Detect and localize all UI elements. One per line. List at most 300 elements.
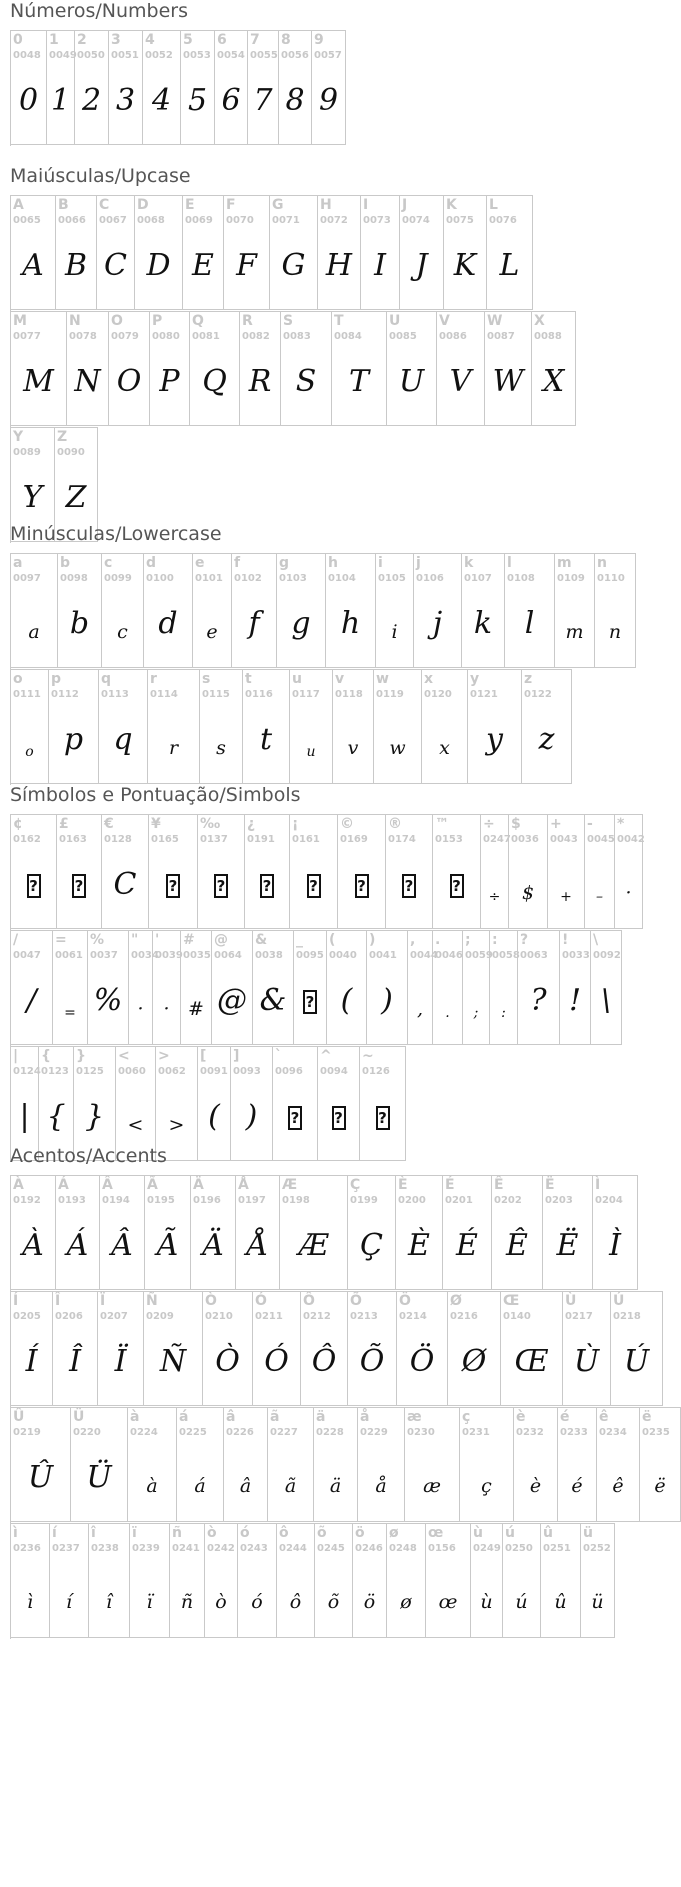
character-label: 4 (145, 32, 155, 48)
character-label: ú (505, 1525, 515, 1541)
glyph-cell (294, 930, 327, 1045)
character-label: Ä (193, 1177, 204, 1193)
glyph-cell (11, 1046, 39, 1161)
glyph-sample: ø (400, 1591, 412, 1613)
glyph-sample: û (554, 1591, 567, 1613)
character-code: 0202 (494, 1195, 522, 1206)
glyph-sample: 1 (50, 83, 71, 118)
glyph-cell (437, 311, 485, 426)
glyph-cell (376, 553, 414, 668)
glyph-cell (116, 1046, 156, 1161)
character-label: } (76, 1048, 86, 1064)
glyph-cell (543, 1175, 593, 1290)
glyph-row (10, 30, 346, 146)
glyph-sample: · (625, 882, 632, 904)
glyph-sample: Ì (609, 1228, 621, 1263)
character-label: ¡ (292, 816, 299, 832)
character-label: ó (240, 1525, 250, 1541)
glyph-cell (39, 1046, 74, 1161)
glyph-sample: s (216, 737, 226, 759)
glyph-sample: M (23, 364, 54, 399)
glyph-sample: D (146, 248, 171, 283)
character-label: 7 (250, 32, 260, 48)
glyph-sample: X (542, 364, 565, 399)
glyph-cell (581, 1523, 615, 1638)
glyph-grid (10, 195, 576, 543)
missing-glyph-icon (149, 865, 197, 905)
character-label: õ (317, 1525, 327, 1541)
glyph-cell (273, 1046, 318, 1161)
character-label: ~ (362, 1048, 374, 1064)
glyph-sample: À (22, 1228, 44, 1263)
character-code: 0228 (316, 1427, 344, 1438)
glyph-cell (281, 311, 332, 426)
character-code: 0041 (369, 950, 397, 961)
character-code: 0057 (314, 50, 342, 61)
character-code: 0213 (350, 1311, 378, 1322)
glyph-sample: Ê (506, 1228, 528, 1263)
glyph-grid (10, 553, 636, 785)
glyph-sample: æ (423, 1475, 441, 1497)
character-label: m (557, 555, 572, 571)
glyph-sample: G (281, 248, 306, 283)
glyph-cell (277, 1523, 315, 1638)
glyph-cell (99, 669, 148, 784)
character-label: ç (462, 1409, 471, 1425)
character-code: 0217 (565, 1311, 593, 1322)
glyph-cell (548, 814, 585, 929)
character-code: 0137 (200, 834, 228, 845)
character-label: ä (316, 1409, 326, 1425)
glyph-cell (433, 930, 463, 1045)
character-label: Ú (613, 1293, 625, 1309)
glyph-sample: l (524, 606, 535, 641)
glyph-sample: ù (480, 1591, 493, 1613)
character-code: 0051 (111, 50, 139, 61)
character-code: 0209 (146, 1311, 174, 1322)
character-code: 0088 (534, 331, 562, 342)
glyph-sample: ó (251, 1591, 263, 1613)
character-label: û (543, 1525, 553, 1541)
glyph-cell (135, 195, 183, 310)
character-code: 0101 (195, 573, 223, 584)
character-label: J (402, 197, 408, 213)
glyph-cell (463, 930, 493, 1045)
missing-glyph-box (402, 874, 416, 898)
glyph-cell (67, 311, 109, 426)
character-label: £ (59, 816, 69, 832)
character-code: 0079 (111, 331, 139, 342)
glyph-sample: F (236, 248, 257, 283)
glyph-cell (301, 1291, 348, 1406)
glyph-cell (595, 553, 636, 668)
glyph-sample: e (206, 621, 218, 643)
character-label: í (52, 1525, 57, 1541)
glyph-cell (318, 1046, 360, 1161)
glyph-sample: 5 (187, 83, 208, 118)
character-code: 0122 (524, 689, 552, 700)
character-code: 0061 (55, 950, 83, 961)
glyph-cell (597, 1407, 640, 1522)
glyph-sample: ö (363, 1591, 376, 1613)
character-label: 2 (77, 32, 87, 48)
section-5 (10, 1145, 681, 1639)
missing-glyph-icon (294, 981, 326, 1021)
glyph-cell (277, 553, 326, 668)
glyph-cell (433, 814, 481, 929)
glyph-row (10, 311, 576, 427)
glyph-sample: O (116, 364, 142, 399)
character-label: e (195, 555, 205, 571)
glyph-sample: u (306, 744, 316, 760)
character-code: 0226 (226, 1427, 254, 1438)
character-label: % (90, 932, 105, 948)
character-label: a (13, 555, 23, 571)
character-code: 0203 (545, 1195, 573, 1206)
character-label: n (597, 555, 607, 571)
character-code: 0243 (240, 1543, 268, 1554)
character-label: ô (279, 1525, 289, 1541)
glyph-cell (102, 814, 149, 929)
character-code: 0052 (145, 50, 173, 61)
glyph-row (10, 669, 636, 785)
glyph-cell (236, 1175, 280, 1290)
character-label: @ (214, 932, 228, 948)
character-label: j (416, 555, 421, 571)
glyph-sample: i (391, 621, 398, 643)
glyph-sample: Ä (202, 1228, 224, 1263)
glyph-sample: W (492, 364, 524, 399)
glyph-sample: ü (591, 1591, 604, 1613)
character-label: g (279, 555, 290, 571)
glyph-sample: , (416, 998, 424, 1020)
glyph-cell (238, 1523, 277, 1638)
character-code: 0059 (465, 950, 493, 961)
character-code: 0249 (473, 1543, 501, 1554)
glyph-sample: T (348, 364, 369, 399)
character-label: æ (407, 1409, 422, 1425)
character-label: [ (200, 1048, 207, 1064)
character-code: 0165 (151, 834, 179, 845)
glyph-row (10, 1291, 681, 1407)
character-code: 0045 (587, 834, 615, 845)
glyph-cell (585, 814, 615, 929)
glyph-sample: 8 (285, 83, 305, 118)
glyph-cell (490, 930, 518, 1045)
glyph-sample: È (408, 1228, 430, 1263)
character-label: F (226, 197, 236, 213)
glyph-sample: Õ (359, 1344, 385, 1379)
character-label: Ï (100, 1293, 106, 1309)
glyph-cell (443, 1175, 492, 1290)
glyph-sample: / (26, 983, 37, 1018)
missing-glyph-icon (318, 1097, 359, 1137)
character-code: 0062 (158, 1066, 186, 1077)
glyph-cell (471, 1523, 503, 1638)
glyph-row (10, 814, 643, 930)
character-code: 0239 (132, 1543, 160, 1554)
glyph-sample: Í (25, 1344, 38, 1379)
character-code: 0076 (489, 215, 517, 226)
character-code: 0197 (238, 1195, 266, 1206)
glyph-cell (315, 1523, 353, 1638)
glyph-cell (183, 195, 224, 310)
glyph-sample: Ñ (159, 1344, 187, 1379)
glyph-cell (198, 814, 245, 929)
character-code: 0220 (73, 1427, 101, 1438)
character-label: ^ (320, 1048, 332, 1064)
glyph-sample: Ô (311, 1344, 337, 1379)
character-label: x (424, 671, 434, 687)
character-label: Œ (503, 1293, 520, 1309)
character-label: V (439, 313, 450, 329)
character-label: Ò (205, 1293, 217, 1309)
glyph-cell (109, 30, 143, 145)
glyph-sample: ë (654, 1475, 666, 1497)
character-label: : (492, 932, 498, 948)
glyph-sample: q (113, 722, 133, 757)
character-label: Ø (450, 1293, 462, 1309)
character-label: ï (132, 1525, 137, 1541)
character-code: 0092 (593, 950, 621, 961)
character-code: 0042 (617, 834, 645, 845)
glyph-cell (503, 1523, 541, 1638)
glyph-sample: P (159, 364, 180, 399)
character-code: 0099 (104, 573, 132, 584)
character-code: 0069 (185, 215, 213, 226)
character-code: 0140 (503, 1311, 531, 1322)
glyph-cell (89, 1523, 130, 1638)
glyph-sample: Â (111, 1228, 133, 1263)
character-code: 0196 (193, 1195, 221, 1206)
missing-glyph-icon (198, 865, 244, 905)
character-code: 0232 (516, 1427, 544, 1438)
character-label: ê (599, 1409, 609, 1425)
glyph-sample: ) (381, 983, 393, 1018)
glyph-cell (11, 669, 49, 784)
character-label: Û (13, 1409, 25, 1425)
glyph-cell (396, 1175, 443, 1290)
character-code: 0174 (388, 834, 416, 845)
character-label: . (435, 932, 441, 948)
character-code: 0111 (13, 689, 41, 700)
character-label: h (328, 555, 338, 571)
glyph-sample: ÷ (488, 889, 501, 905)
character-label: è (516, 1409, 526, 1425)
character-code: 0125 (76, 1066, 104, 1077)
glyph-cell (248, 30, 279, 145)
glyph-cell (426, 1523, 471, 1638)
character-code: 0096 (275, 1066, 303, 1077)
character-label: ì (13, 1525, 18, 1541)
character-label: 8 (281, 32, 291, 48)
glyph-sample: Ï (114, 1344, 127, 1379)
glyph-row (10, 1407, 681, 1523)
character-code: 0229 (360, 1427, 388, 1438)
character-code: 0046 (435, 950, 463, 961)
glyph-sample: x (439, 737, 450, 759)
character-label: 1 (49, 32, 59, 48)
character-code: 0103 (279, 573, 307, 584)
glyph-sample: Ã (156, 1228, 179, 1263)
glyph-sample: 4 (151, 83, 172, 118)
glyph-cell (181, 30, 215, 145)
section-title: Maiúsculas/Upcase (10, 165, 191, 187)
glyph-sample: è (529, 1475, 542, 1497)
character-code: 0036 (511, 834, 539, 845)
character-label: © (340, 816, 354, 832)
character-code: 0252 (583, 1543, 611, 1554)
character-code: 0128 (104, 834, 132, 845)
character-code: 0251 (543, 1543, 571, 1554)
glyph-sample: Û (27, 1460, 54, 1495)
character-code: 0044 (410, 950, 438, 961)
character-label: ; (465, 932, 471, 948)
glyph-cell (353, 1523, 387, 1638)
glyph-cell (11, 814, 57, 929)
character-label: 9 (314, 32, 324, 48)
glyph-cell (514, 1407, 558, 1522)
section-4 (10, 784, 643, 1162)
character-label: ¿ (247, 816, 256, 832)
glyph-sample: í (65, 1591, 73, 1613)
glyph-sample: B (64, 248, 88, 283)
character-label: O (111, 313, 123, 329)
glyph-cell (358, 1407, 405, 1522)
character-code: 0104 (328, 573, 356, 584)
character-label: ) (369, 932, 376, 948)
glyph-sample: Ó (264, 1344, 289, 1379)
character-label: # (183, 932, 195, 948)
character-label: ? (520, 932, 529, 948)
glyph-sample: w (389, 737, 406, 759)
glyph-sample: ( (340, 983, 353, 1018)
character-label: ' (155, 932, 160, 948)
glyph-sample: Z (65, 480, 87, 515)
glyph-sample: # (188, 998, 204, 1020)
glyph-sample: Î (69, 1344, 81, 1379)
glyph-sample: Ë (556, 1228, 579, 1263)
section-3 (10, 523, 636, 785)
glyph-cell (460, 1407, 514, 1522)
glyph-cell (253, 1291, 301, 1406)
character-label: q (101, 671, 112, 687)
glyph-cell (485, 311, 532, 426)
glyph-cell (191, 1175, 236, 1290)
glyph-cell (245, 814, 290, 929)
glyph-sample: Ù (573, 1344, 600, 1379)
character-code: 0210 (205, 1311, 233, 1322)
character-label: Ü (73, 1409, 85, 1425)
character-label: Í (13, 1293, 19, 1309)
character-code: 0195 (147, 1195, 175, 1206)
glyph-sample: p (63, 722, 84, 757)
glyph-cell (128, 1407, 177, 1522)
character-label: ö (355, 1525, 365, 1541)
character-label: á (179, 1409, 189, 1425)
glyph-sample: ô (289, 1591, 302, 1613)
character-code: 0119 (376, 689, 404, 700)
character-code: 0112 (51, 689, 79, 700)
glyph-sample: a (28, 621, 40, 643)
missing-glyph-icon (11, 865, 56, 905)
character-label: Y (13, 429, 24, 445)
character-code: 0233 (560, 1427, 588, 1438)
glyph-cell (414, 553, 462, 668)
character-code: 0216 (450, 1311, 478, 1322)
glyph-sample: V (449, 364, 472, 399)
glyph-cell (88, 930, 129, 1045)
character-code: 0235 (642, 1427, 670, 1438)
character-label: { (41, 1048, 51, 1064)
glyph-cell (560, 930, 591, 1045)
glyph-sample: Å (246, 1228, 269, 1263)
glyph-cell (156, 1046, 198, 1161)
glyph-sample: N (74, 364, 101, 399)
character-label: > (158, 1048, 170, 1064)
character-label: I (363, 197, 369, 213)
glyph-cell (57, 814, 102, 929)
glyph-cell (338, 814, 386, 929)
character-code: 0049 (49, 50, 77, 61)
character-code: 0039 (155, 950, 183, 961)
character-label: â (226, 1409, 236, 1425)
character-label: œ (428, 1525, 444, 1541)
glyph-cell (11, 930, 53, 1045)
character-code: 0089 (13, 447, 41, 458)
glyph-sample: S (295, 364, 317, 399)
glyph-cell (505, 553, 555, 668)
character-label: 6 (217, 32, 227, 48)
glyph-cell (290, 814, 338, 929)
glyph-sample: f (248, 606, 260, 641)
character-code: 0108 (507, 573, 535, 584)
glyph-cell (318, 195, 361, 310)
character-code: 0073 (363, 215, 391, 226)
glyph-sample: < (127, 1114, 144, 1136)
character-label: Ì (595, 1177, 601, 1193)
glyph-cell (144, 1291, 203, 1406)
glyph-cell (98, 1291, 144, 1406)
character-label: z (524, 671, 533, 687)
glyph-sample: 7 (253, 83, 273, 118)
character-label: ‰ (200, 816, 221, 832)
glyph-cell (348, 1175, 396, 1290)
character-label: E (185, 197, 195, 213)
glyph-cell (290, 669, 333, 784)
character-code: 0200 (398, 1195, 426, 1206)
character-code: 0224 (130, 1427, 158, 1438)
missing-glyph-box (288, 1106, 302, 1130)
section-2 (10, 165, 576, 543)
glyph-sample: \ (600, 983, 612, 1018)
glyph-cell (326, 553, 376, 668)
glyph-sample: c (117, 621, 128, 643)
character-code: 0110 (597, 573, 625, 584)
glyph-sample: – (596, 889, 603, 905)
glyph-cell (615, 814, 643, 929)
glyph-sample: L (499, 248, 520, 283)
character-code: 0120 (424, 689, 452, 700)
glyph-sample: j (432, 606, 443, 641)
glyph-cell (212, 930, 253, 1045)
glyph-cell (53, 930, 88, 1045)
glyph-sample: Œ (514, 1344, 549, 1379)
glyph-sample: ) (245, 1099, 258, 1134)
glyph-cell (400, 195, 444, 310)
character-code: 0250 (505, 1543, 533, 1554)
glyph-cell (361, 195, 400, 310)
